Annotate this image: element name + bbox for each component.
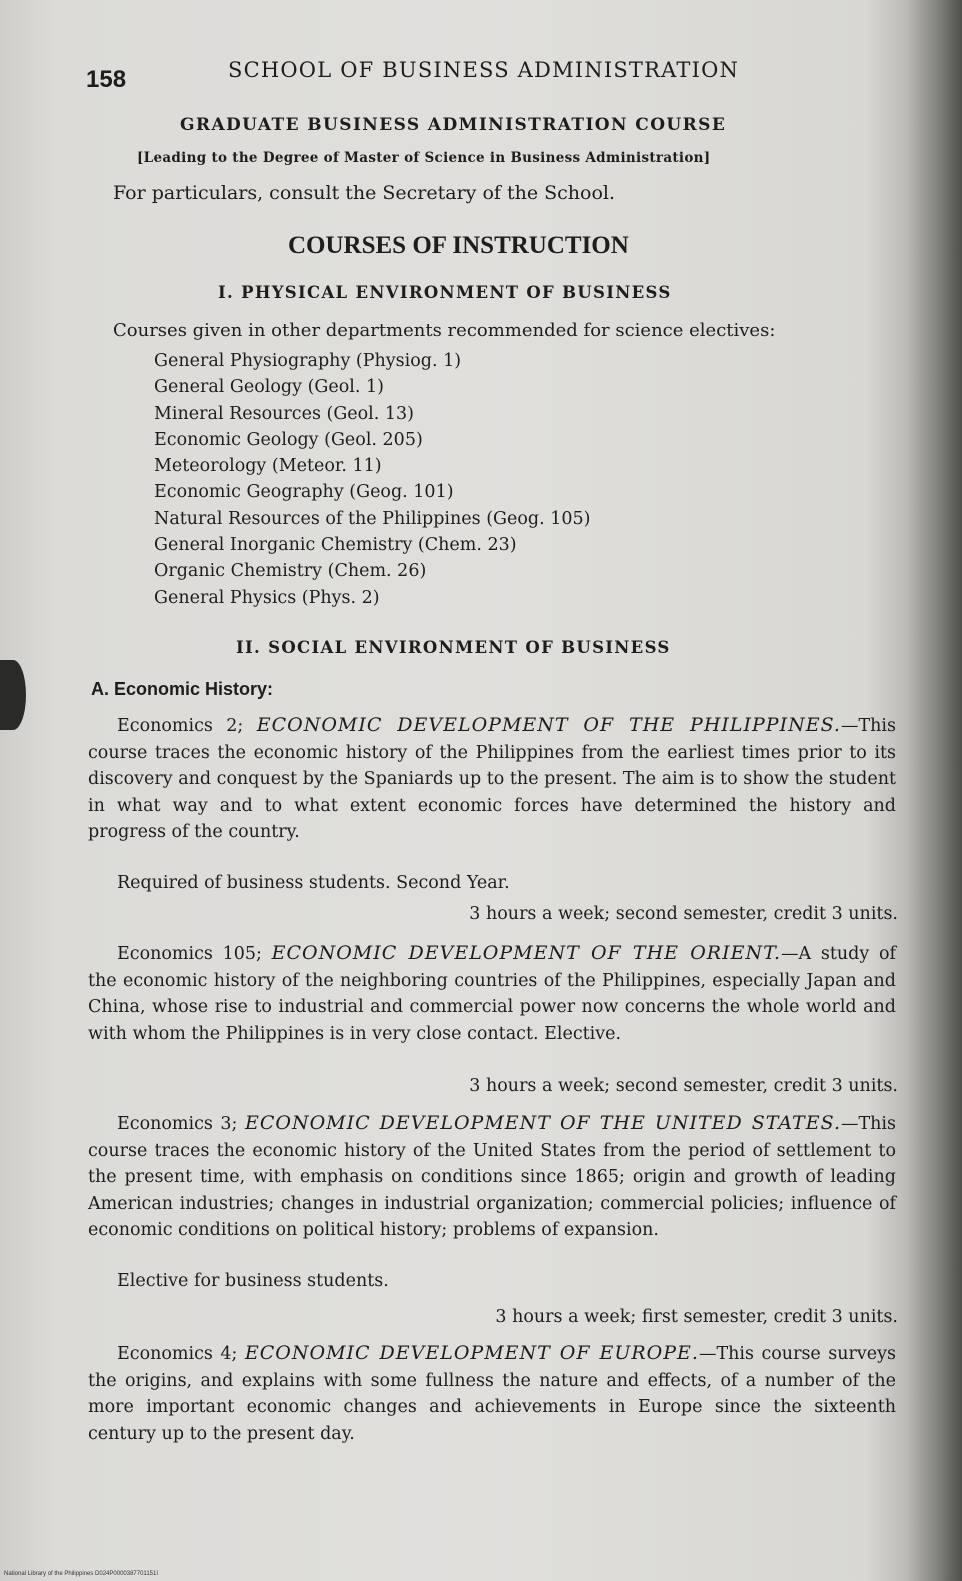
- list-item: General Inorganic Chemistry (Chem. 23): [154, 535, 517, 556]
- ink-blot: [0, 660, 26, 730]
- course-entry-econ-2: [88, 712, 896, 846]
- course-title: ECONOMIC DEVELOPMENT OF THE PHILIPPINES.: [256, 714, 841, 736]
- section-1-heading: I. PHYSICAL ENVIRONMENT OF BUSINESS: [218, 283, 672, 302]
- course-description: —This course surveys the origins, and explains with some fullness the nature and effects, of a number of the more important economic changes and achievements in Europe since the sixteenth century up to the present day.: [88, 1344, 896, 1444]
- running-head: SCHOOL OF BUSINESS ADMINISTRATION: [228, 58, 740, 82]
- list-item: Mineral Resources (Geol. 13): [154, 403, 415, 424]
- section-2-heading: II. SOCIAL ENVIRONMENT OF BUSINESS: [236, 638, 671, 657]
- page-title: COURSES OF INSTRUCTION: [288, 232, 629, 259]
- course-code: Economics 105;: [117, 944, 262, 964]
- course-description: —This course traces the economic history of the United States from the period of settlement to the present time, with emphasis on conditions since 1865; origin and growth of leading American industries; changes in industrial organization; commercial policies; influence of economic conditions on political history; problems of expansion.: [88, 1114, 897, 1240]
- course-title: ECONOMIC DEVELOPMENT OF THE ORIENT.: [271, 942, 782, 964]
- elective-course-list: [154, 348, 590, 611]
- course-description: —This course traces the economic history of the Philippines from the earliest times prior to its discovery and conquest by the Spaniards up to the present. The aim is to show the student in what way and to what extent economic forces have determined the history and progress of the country.: [88, 716, 896, 842]
- course-entry-econ-3: [88, 1110, 896, 1244]
- list-item: Organic Chemistry (Chem. 26): [154, 561, 427, 582]
- course-code: Economics 3;: [117, 1114, 238, 1134]
- course-credit: 3 hours a week; first semester, credit 3 units.: [495, 1307, 898, 1327]
- list-item: Economic Geography (Geog. 101): [154, 482, 454, 503]
- archive-footer: National Library of the Philippines D024P0000387701151I: [4, 1571, 158, 1577]
- course-code: Economics 4;: [117, 1344, 238, 1364]
- list-item: General Physics (Phys. 2): [154, 587, 380, 608]
- list-item: Natural Resources of the Philippines (Geog. 105): [154, 508, 591, 529]
- graduate-note: For particulars, consult the Secretary of the School.: [113, 182, 615, 204]
- list-item: Meteorology (Meteor. 11): [154, 456, 382, 477]
- course-title: ECONOMIC DEVELOPMENT OF THE UNITED STATES.: [244, 1112, 841, 1134]
- course-entry-econ-4: [88, 1340, 896, 1447]
- graduate-subheading: [Leading to the Degree of Master of Science in Business Administration]: [137, 150, 711, 166]
- list-item: Economic Geology (Geol. 205): [154, 429, 423, 450]
- course-credit: 3 hours a week; second semester, credit 3 units.: [469, 904, 898, 924]
- course-title: ECONOMIC DEVELOPMENT OF EUROPE.: [244, 1342, 699, 1364]
- list-item: General Physiography (Physiog. 1): [154, 351, 462, 371]
- spine-shadow: [907, 0, 962, 1581]
- graduate-heading: GRADUATE BUSINESS ADMINISTRATION COURSE: [180, 115, 727, 135]
- section-1-intro: Courses given in other departments recommended for science electives:: [113, 320, 776, 341]
- subsection-a-heading: A. Economic History:: [91, 679, 274, 699]
- course-requirement: Required of business students. Second Year.: [117, 873, 510, 893]
- course-code: Economics 2;: [117, 716, 244, 736]
- course-description: —A study of the economic history of the neighboring countries of the Philippines, especially Japan and China, whose rise to industrial and commercial power now concerns the whole world and with whom the Philippines is in very close contact. Elective.: [88, 944, 896, 1044]
- page-number: 158: [86, 66, 127, 93]
- course-entry-econ-105: [88, 940, 896, 1047]
- course-requirement: Elective for business students.: [117, 1271, 389, 1291]
- list-item: General Geology (Geol. 1): [154, 377, 384, 398]
- course-credit: 3 hours a week; second semester, credit 3 units.: [469, 1076, 898, 1096]
